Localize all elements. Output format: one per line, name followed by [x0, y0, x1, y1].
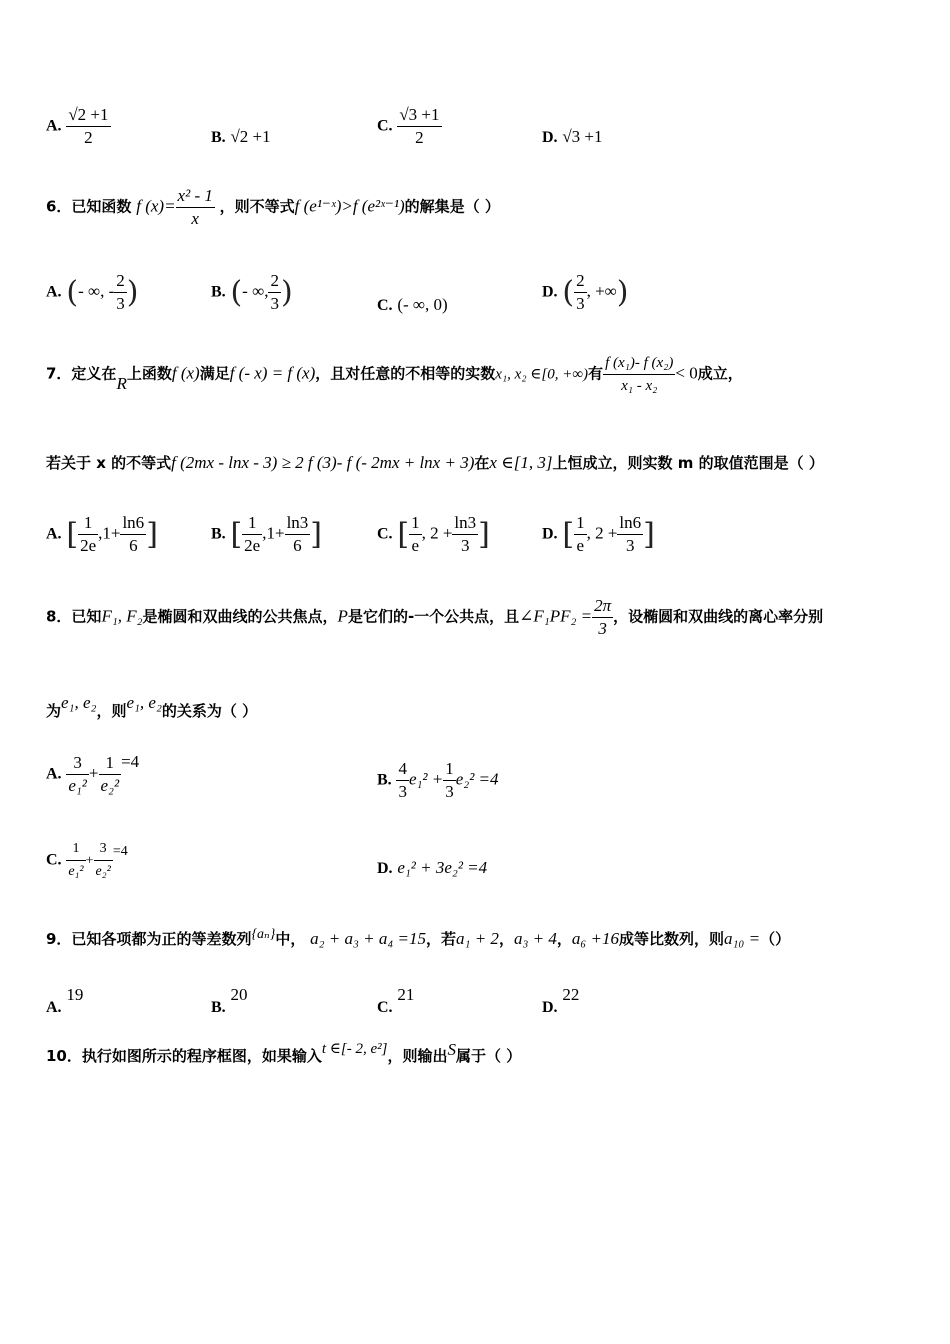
math-expr: P	[337, 606, 348, 626]
fraction: $\frac{\text{f (x₁)- f (x₂)}}{\text{x₁ - x₂}}$	[603, 352, 675, 397]
q9-option-d	[542, 985, 580, 1016]
option-label: D.	[542, 129, 558, 146]
math-expr: (- ∞, 0)	[397, 295, 448, 314]
fraction: $\frac{√3 +1}{2}$	[399, 105, 440, 147]
fraction: $\frac{3}{\text{e₁²}}$	[68, 753, 87, 795]
question-text: ，且对任意的不相等的实数	[315, 364, 496, 383]
math-expr: R	[116, 373, 127, 393]
question-text: 满足	[199, 364, 230, 383]
q9-option-a	[46, 985, 84, 1016]
q6-option-c	[377, 295, 448, 315]
option-label: C.	[377, 117, 393, 135]
math-expr: {aₙ}	[251, 927, 276, 942]
math-expr: 20	[230, 985, 248, 1004]
fraction: $\frac{2}{3}$	[270, 271, 279, 313]
fraction: $\frac{\ln 6}{3}$	[619, 513, 642, 555]
question-text: 在	[474, 454, 490, 472]
math-expr: f (2mx - lnx - 3) ≥ 2 f (3)- f (- 2mx + lnx + 3)	[171, 453, 475, 472]
question-8-line-2	[46, 693, 258, 721]
q7-option-a: A. [ $\frac{1}{2e}$ ,1+ $\frac{\ln 6}{6}$ ]	[46, 513, 158, 555]
question-text: 8．已知	[46, 607, 102, 626]
option-label: C.	[46, 851, 62, 869]
math-expr: √2 +1	[230, 127, 271, 146]
fraction: $\frac{\ln 6}{6}$	[122, 513, 145, 555]
fraction: $\frac{1}{e}$	[576, 513, 585, 555]
question-6	[46, 185, 500, 230]
q5-option-b	[211, 127, 271, 147]
question-text: 10．执行如图所示的程序框图，如果输入	[46, 1047, 322, 1065]
math-expr: , 2 +	[421, 523, 453, 543]
question-text: 若关于 x 的不等式	[46, 454, 172, 472]
fraction: $\frac{1}{3}$	[445, 759, 454, 801]
math-expr: F₁, F₂	[101, 606, 143, 626]
option-label: A.	[46, 283, 62, 301]
math-expr: a₂ + a₃ + a₄ =15	[310, 929, 427, 948]
math-expr: =4	[112, 843, 128, 859]
math-expr: a₆ +16	[571, 929, 619, 948]
math-expr: +	[85, 853, 94, 869]
math-expr: x ∈[1, 3]	[489, 453, 553, 472]
math-expr: e₁, e₂	[61, 693, 97, 712]
fraction: $\frac{2}{3}$	[576, 271, 585, 313]
math-expr: < 0	[675, 363, 698, 383]
option-label: C.	[377, 297, 393, 314]
question-text: 有	[588, 364, 604, 383]
question-text: ，若	[426, 930, 457, 948]
math-expr: S	[447, 1040, 457, 1059]
question-text: 上函数	[126, 364, 172, 383]
question-10	[46, 1040, 522, 1066]
question-9	[46, 928, 790, 949]
option-label: A.	[46, 117, 62, 135]
math-expr: x₁, x₂ ∈[0, +∞)	[495, 366, 589, 383]
math-expr: , +∞	[586, 281, 617, 301]
question-text: 成等比数列，则	[619, 930, 725, 948]
q5-option-d	[542, 127, 603, 147]
math-expr: 22	[562, 985, 580, 1004]
option-label: B.	[377, 771, 392, 789]
math-expr: f (x)=	[136, 196, 176, 216]
question-text: ，	[498, 930, 514, 948]
q5-option-c	[377, 104, 442, 149]
fraction: $\frac{2\pi}{3}$	[594, 596, 612, 638]
math-expr: e₁, e₂	[126, 693, 162, 712]
q6-option-b: B. (- ∞, $\frac{2}{3}$ )	[211, 271, 293, 313]
option-label: A.	[46, 525, 62, 543]
fraction: $\frac{\ln 3}{3}$	[454, 513, 477, 555]
question-text: ，则输出	[387, 1047, 448, 1065]
question-text: 是它们的-一个公共点，且	[347, 607, 520, 626]
math-expr: ∠F₁PF₂ =	[519, 606, 593, 626]
option-label: B.	[211, 999, 226, 1016]
q8-option-b	[377, 758, 499, 803]
q6-option-a: A. (- ∞, - $\frac{2}{3}$ )	[46, 271, 139, 313]
math-expr: a₁ + 2	[456, 929, 499, 948]
math-expr: e₂² =4	[455, 769, 499, 789]
math-expr: √3 +1	[562, 127, 603, 146]
q8-option-d	[377, 858, 487, 878]
question-8	[46, 595, 823, 640]
math-expr: f (x)	[171, 363, 200, 383]
option-label: D.	[377, 860, 393, 877]
fraction: $\frac{1}{\text{e₁²}}$	[66, 838, 85, 883]
math-expr: f (- x) = f (x)	[229, 363, 316, 383]
question-text: ，	[556, 930, 572, 948]
math-expr: ,1+	[98, 523, 121, 543]
fraction: $\frac{1}{2e}$	[80, 513, 97, 555]
fraction: $\frac{\ln 3}{6}$	[286, 513, 309, 555]
question-7	[46, 352, 743, 397]
option-label: A.	[46, 765, 62, 783]
question-text: 是椭圆和双曲线的公共焦点，	[142, 607, 338, 626]
q8-option-a	[46, 752, 139, 797]
option-label: D.	[542, 525, 558, 543]
option-label: D.	[542, 283, 558, 301]
q7-option-d: D. [ $\frac{1}{e}$ , 2 + $\frac{\ln 6}{3}$ ]	[542, 513, 655, 555]
q7-option-b: B. [ $\frac{1}{2e}$ ,1+ $\frac{\ln 3}{6}$ ]	[211, 513, 323, 555]
option-label: C.	[377, 525, 393, 543]
q9-option-b	[211, 985, 248, 1016]
math-expr: e₁² + 3e₂² =4	[397, 858, 488, 877]
math-expr: 21	[397, 985, 415, 1004]
fraction: $\frac{1}{\text{e₂²}}$	[100, 753, 120, 795]
math-expr: t ∈[- 2, e²]	[321, 1041, 388, 1057]
option-label: B.	[211, 129, 226, 146]
question-7-line-2	[46, 452, 824, 473]
fraction: $\frac{√2 +1}{2}$	[68, 105, 109, 147]
fraction: $\frac{3}{\text{e₂²}}$	[94, 838, 113, 883]
question-text: 的解集是（ ）	[404, 197, 500, 216]
math-expr: +	[88, 763, 99, 783]
math-expr: =4	[121, 751, 140, 771]
math-expr: ,1+	[262, 523, 285, 543]
math-expr: a₃ + 4	[513, 929, 557, 948]
fraction: $\frac{2}{3}$	[116, 271, 125, 313]
math-expr: - ∞,	[242, 281, 269, 301]
question-text: 中，	[275, 930, 306, 948]
fraction: $\frac{4}{3}$	[398, 759, 407, 801]
question-text: 为	[46, 702, 62, 720]
q7-option-c: C. [ $\frac{1}{e}$ , 2 + $\frac{\ln 3}{3}$ ]	[377, 513, 490, 555]
option-label: A.	[46, 999, 62, 1016]
math-expr: a₁₀ =	[724, 929, 761, 948]
q6-option-d: D. ( $\frac{2}{3}$ , +∞)	[542, 271, 629, 313]
option-label: D.	[542, 999, 558, 1016]
fraction: $\frac{\text{x² - 1}}{x}$	[177, 186, 213, 228]
math-expr: - ∞, -	[78, 281, 115, 301]
option-label: C.	[377, 999, 393, 1016]
q9-option-c	[377, 985, 415, 1016]
math-expr: 19	[66, 985, 84, 1004]
math-expr: f (e¹⁻ˣ)>f (e²ˣ⁻¹)	[294, 196, 405, 216]
question-text: 的关系为（ ）	[161, 702, 258, 720]
question-text: 上恒成立，则实数 m 的取值范围是（ ）	[552, 454, 824, 472]
q5-option-a	[46, 104, 111, 149]
question-text: 7．定义在	[46, 364, 117, 383]
fraction: $\frac{1}{2e}$	[244, 513, 261, 555]
fraction: $\frac{1}{e}$	[411, 513, 420, 555]
question-text: 6．已知函数	[46, 197, 132, 216]
question-text: ，设椭圆和双曲线的离心率分别	[613, 607, 824, 626]
question-text: ，则	[96, 702, 127, 720]
question-text: 成立，	[697, 364, 743, 383]
question-text: （）	[760, 930, 791, 948]
q8-option-c	[46, 838, 128, 883]
question-text: 9．已知各项都为正的等差数列	[46, 930, 252, 948]
option-label: B.	[211, 283, 226, 301]
question-text: ，则不等式	[219, 197, 295, 216]
question-text: 属于（ ）	[456, 1047, 522, 1065]
math-expr: e₁² +	[408, 769, 444, 789]
option-label: B.	[211, 525, 226, 543]
math-expr: , 2 +	[586, 523, 618, 543]
